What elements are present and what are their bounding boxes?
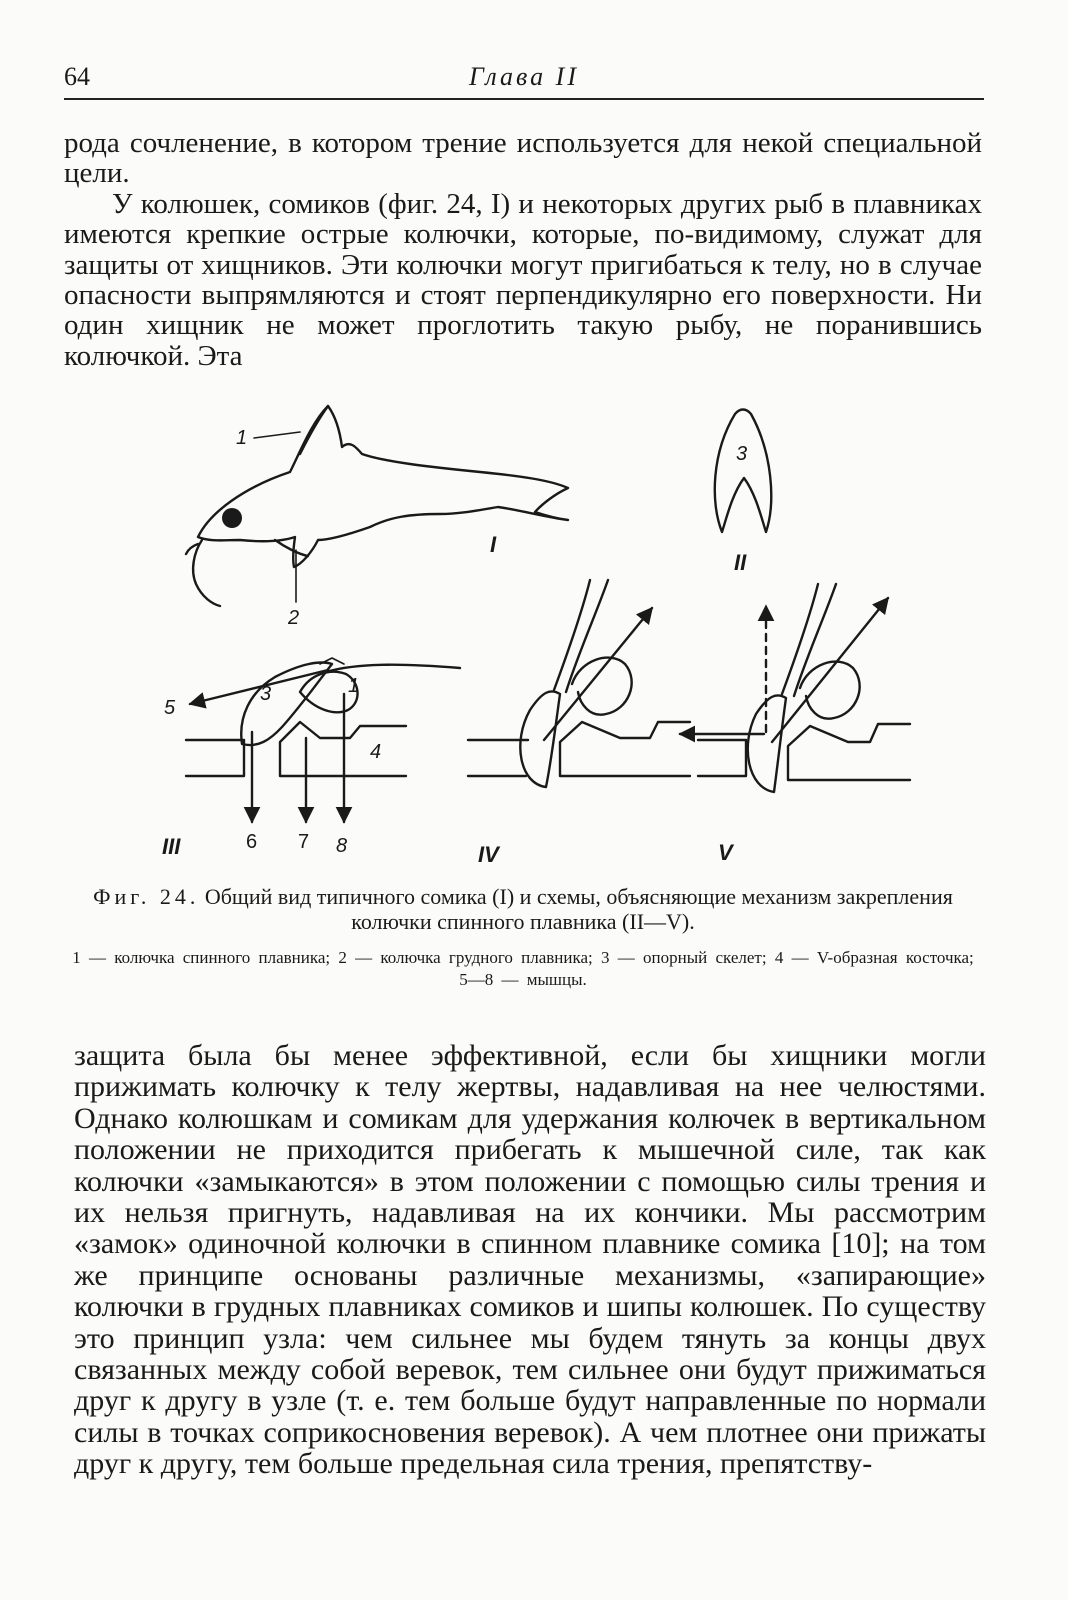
running-title: Глава II: [469, 62, 579, 91]
label-2: 2: [288, 607, 300, 629]
spine-v: [748, 695, 786, 792]
diagram-iv: [468, 580, 690, 787]
label-5: 5: [164, 697, 176, 719]
paragraph: рода сочленение, в котором трение используется для некой специальной цели.: [64, 127, 982, 190]
figure-caption: [64, 884, 982, 934]
catfish-pectoral-fin: [275, 540, 308, 556]
label-1: 1: [236, 427, 248, 449]
figure-label: Фиг. 24.: [93, 884, 200, 909]
panel-label-V: V: [718, 840, 733, 865]
paragraph: защита была бы менее эффективной, если бы хищники могли прижимать колючку к телу жертвы, надавливая на нее челюстями. Однако колюшкам и сомикам для удержания колючек в вертикальном положении не приходится прибегать к мышечной силе, так как колючки «замыкаются» в этом положении с помощью силы трения и их нельзя пригнуть, надавливая на их кончики. Мы рассмотрим «замок» одиночной колючки в спинном плавнике сомика [10]; на том же принципе основаны различные механизмы, «запирающие» колючки в грудных плавниках сомиков и шипы колюшек. По существу это принцип узла: чем сильнее мы будем тянуть за концы двух связанных между собой веревок, тем сильнее они будут прижиматься друг к другу в узле (т. е. тем больше будут направленные по нормали силы в точках соприкосновения веревок). А чем плотнее они прижаты друг к другу, тем больше предельная сила трения, препятству-: [74, 1039, 986, 1481]
panel-label-II: II: [734, 550, 747, 575]
figure-24: [150, 392, 930, 872]
skeleton-base: [186, 740, 244, 776]
leader-line: [254, 432, 300, 438]
label-6: 6: [246, 831, 258, 853]
caption-text: Общий вид типичного сомика (I) и схемы, объясняющие механизм закрепления колючки спинного плавника (II—V).: [204, 884, 953, 934]
catfish-eye: [222, 508, 242, 528]
panel-label-III: III: [162, 834, 181, 859]
label-3: 3: [736, 443, 748, 465]
label-4: 4: [370, 741, 382, 763]
label-3: 3: [260, 683, 272, 705]
skeleton-base: [698, 740, 746, 776]
label-1: 1: [348, 675, 360, 697]
figure-legend: 1 — колючка спинного плавника; 2 — колючка грудного плавника; 3 — опорный скелет; 4 — V-образная косточка; 5—8 — мышцы.: [72, 948, 974, 989]
page-header: [64, 58, 984, 100]
catfish-spine-1: [300, 406, 328, 454]
force-arrow: [772, 598, 888, 742]
diagram-iii: [186, 658, 460, 822]
v-bone: [715, 410, 771, 533]
diagram-v: [680, 584, 910, 792]
panel-label-I: I: [490, 532, 497, 557]
top-text-block: [64, 128, 982, 371]
bottom-text-block: [74, 1040, 986, 1480]
paragraph: У колюшек, сомиков (фиг. 24, I) и некоторых других рыб в плавниках имеются крепкие острые колючки, которые, по-видимому, служат для защиты от хищников. Эти колючки могут пригибаться к телу, но в случае опасности выпрямляются и стоят перпендикулярно его поверхности. Ни один хищник не может проглотить такую рыбу, не поранившись колючкой. Эта: [64, 187, 982, 372]
catfish-body: [198, 406, 568, 567]
skeleton-base: [560, 722, 690, 776]
panel-label-IV: IV: [478, 842, 499, 867]
skeleton-base: [788, 724, 910, 780]
figure-drawing: [150, 392, 930, 872]
label-7: 7: [298, 831, 310, 853]
label-8: 8: [336, 835, 348, 857]
catfish-barbel: [193, 540, 220, 606]
page-number: 64: [64, 62, 90, 91]
locking-bone: [572, 658, 632, 715]
body-outline: [326, 665, 460, 672]
